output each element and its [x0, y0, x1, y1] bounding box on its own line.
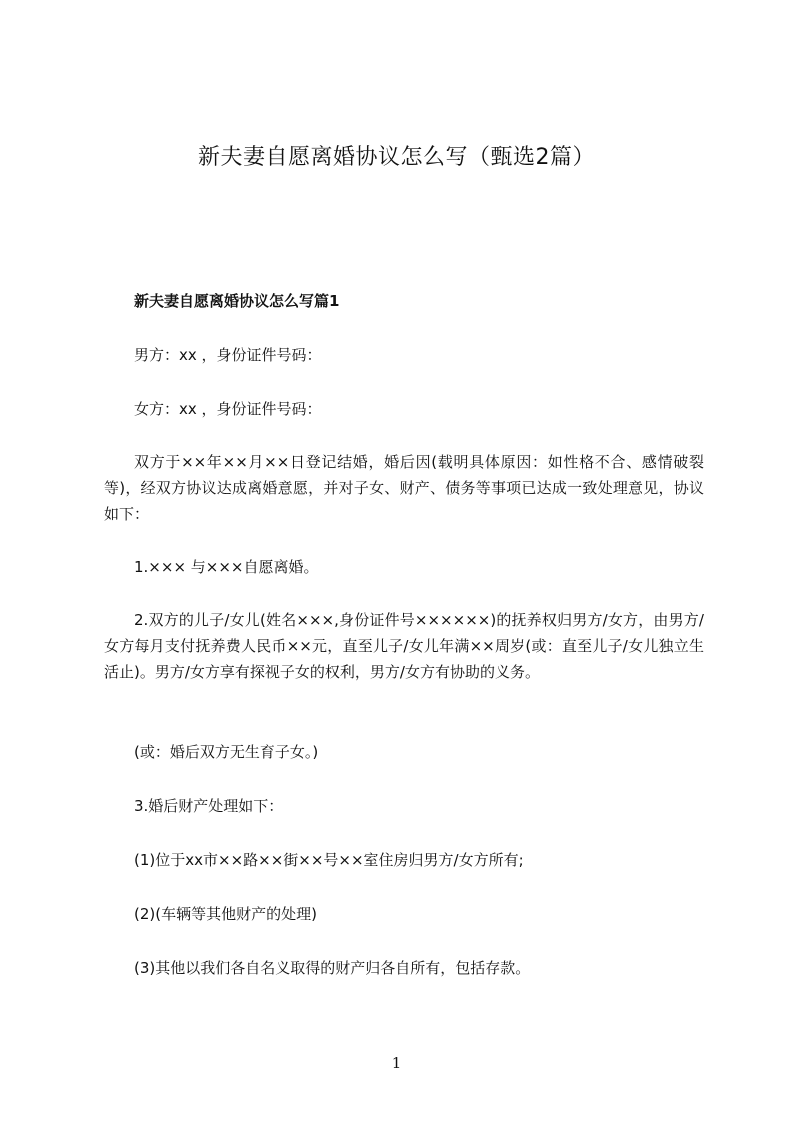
agreement-item-2-alternative: (或：婚后双方无生育子女。)	[134, 743, 319, 761]
agreement-item-3-1: (1)位于xx市××路××街××号××室住房归男方/女方所有;	[134, 851, 524, 869]
page-number: 1	[391, 1054, 402, 1072]
female-party-line: 女方：xx ，身份证件号码：	[134, 400, 322, 418]
agreement-item-3-2: (2)(车辆等其他财产的处理)	[134, 905, 317, 923]
agreement-item-2: 2.双方的儿子/女儿(姓名×××,身份证件号××××××)的抚养权归男方/女方，由男方/女方每月支付抚养费人民币××元，直至儿子/女儿年满××周岁(或：直至儿子/女儿独立生活止)。男方/女方享有探视子女的权利，男方/女方有协助的义务。	[104, 611, 704, 681]
agreement-item-3-3: (3)其他以我们各自名义取得的财产归各自所有，包括存款。	[134, 959, 531, 977]
intro-paragraph: 双方于××年××月××日登记结婚，婚后因(载明具体原因：如性格不合、感情破裂等)，经双方协议达成离婚意愿，并对子女、财产、债务等事项已达成一致处理意见，协议如下：	[104, 453, 704, 523]
section-heading: 新夫妻自愿离婚协议怎么写篇1	[134, 292, 340, 310]
document-title: 新夫妻自愿离婚协议怎么写（甄选2篇）	[198, 145, 595, 170]
agreement-item-1: 1.××× 与×××自愿离婚。	[134, 558, 319, 576]
male-party-line: 男方：xx ，身份证件号码：	[134, 346, 322, 364]
agreement-item-3: 3.婚后财产处理如下：	[134, 797, 284, 815]
